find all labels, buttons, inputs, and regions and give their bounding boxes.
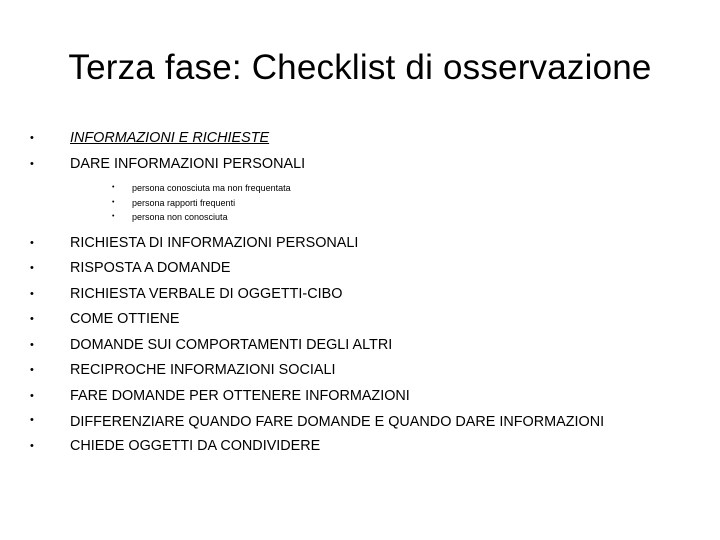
item-text: RICHIESTA DI INFORMAZIONI PERSONALI: [70, 234, 359, 251]
item-text: DIFFERENZIARE QUANDO FARE DOMANDE E QUANDO DARE INFORMAZIONI: [70, 414, 605, 430]
item-text: CHIEDE OGGETTI DA CONDIVIDERE: [70, 438, 321, 454]
bullet: •: [30, 440, 34, 452]
bullet: •: [30, 338, 34, 351]
subitem-text: persona non conosciuta: [132, 212, 228, 222]
checklist-item-dare-informazioni: [30, 152, 670, 178]
subitem-text: persona conosciuta ma non frequentata: [132, 183, 291, 193]
checklist: [30, 126, 670, 460]
item-text: RISPOSTA A DOMANDE: [70, 260, 231, 276]
subitem-persona-conosciuta: [112, 181, 670, 196]
bullet: •: [30, 262, 34, 274]
item-text: DOMANDE SUI COMPORTAMENTI DEGLI ALTRI: [70, 336, 393, 353]
bullet: •: [30, 132, 34, 144]
subitem-text: persona rapporti frequenti: [132, 197, 236, 208]
checklist-item-chiede-oggetti: [30, 434, 670, 460]
checklist-item-risposta-domande: [30, 256, 670, 282]
bullet: •: [30, 157, 34, 170]
checklist-item-reciproche-informazioni: [30, 358, 670, 384]
checklist-item-differenziare: [30, 409, 670, 434]
checklist-item-informazioni-richieste: [30, 126, 670, 152]
item-text: RICHIESTA VERBALE DI OGGETTI-CIBO: [70, 285, 343, 302]
bullet: •: [30, 287, 34, 300]
item-text: DARE INFORMAZIONI PERSONALI: [70, 155, 306, 172]
item-text: COME OTTIENE: [70, 311, 180, 327]
sub-bullet: •: [112, 198, 115, 206]
bullet: •: [30, 389, 34, 402]
checklist-item-richiesta-oggetti: [30, 282, 670, 308]
sub-checklist: [30, 181, 670, 225]
item-text: FARE DOMANDE PER OTTENERE INFORMAZIONI: [70, 387, 410, 404]
sub-bullet: •: [112, 213, 115, 220]
subitem-non-conosciuta: [112, 210, 670, 225]
checklist-item-come-ottiene: [30, 307, 670, 333]
bullet: •: [30, 414, 34, 426]
bullet: •: [30, 236, 34, 249]
checklist-item-richiesta-informazioni: [30, 231, 670, 257]
section-heading: INFORMAZIONI E RICHIESTE: [70, 130, 270, 146]
subitem-rapporti-frequenti: [112, 196, 670, 211]
bullet: •: [30, 364, 34, 376]
slide-title: Terza fase: Checklist di osservazione: [68, 48, 652, 87]
item-text: RECIPROCHE INFORMAZIONI SOCIALI: [70, 362, 336, 378]
sub-bullet: •: [112, 184, 115, 191]
checklist-item-fare-domande: [30, 384, 670, 410]
checklist-item-domande-comportamenti: [30, 333, 670, 359]
bullet: •: [30, 313, 34, 325]
